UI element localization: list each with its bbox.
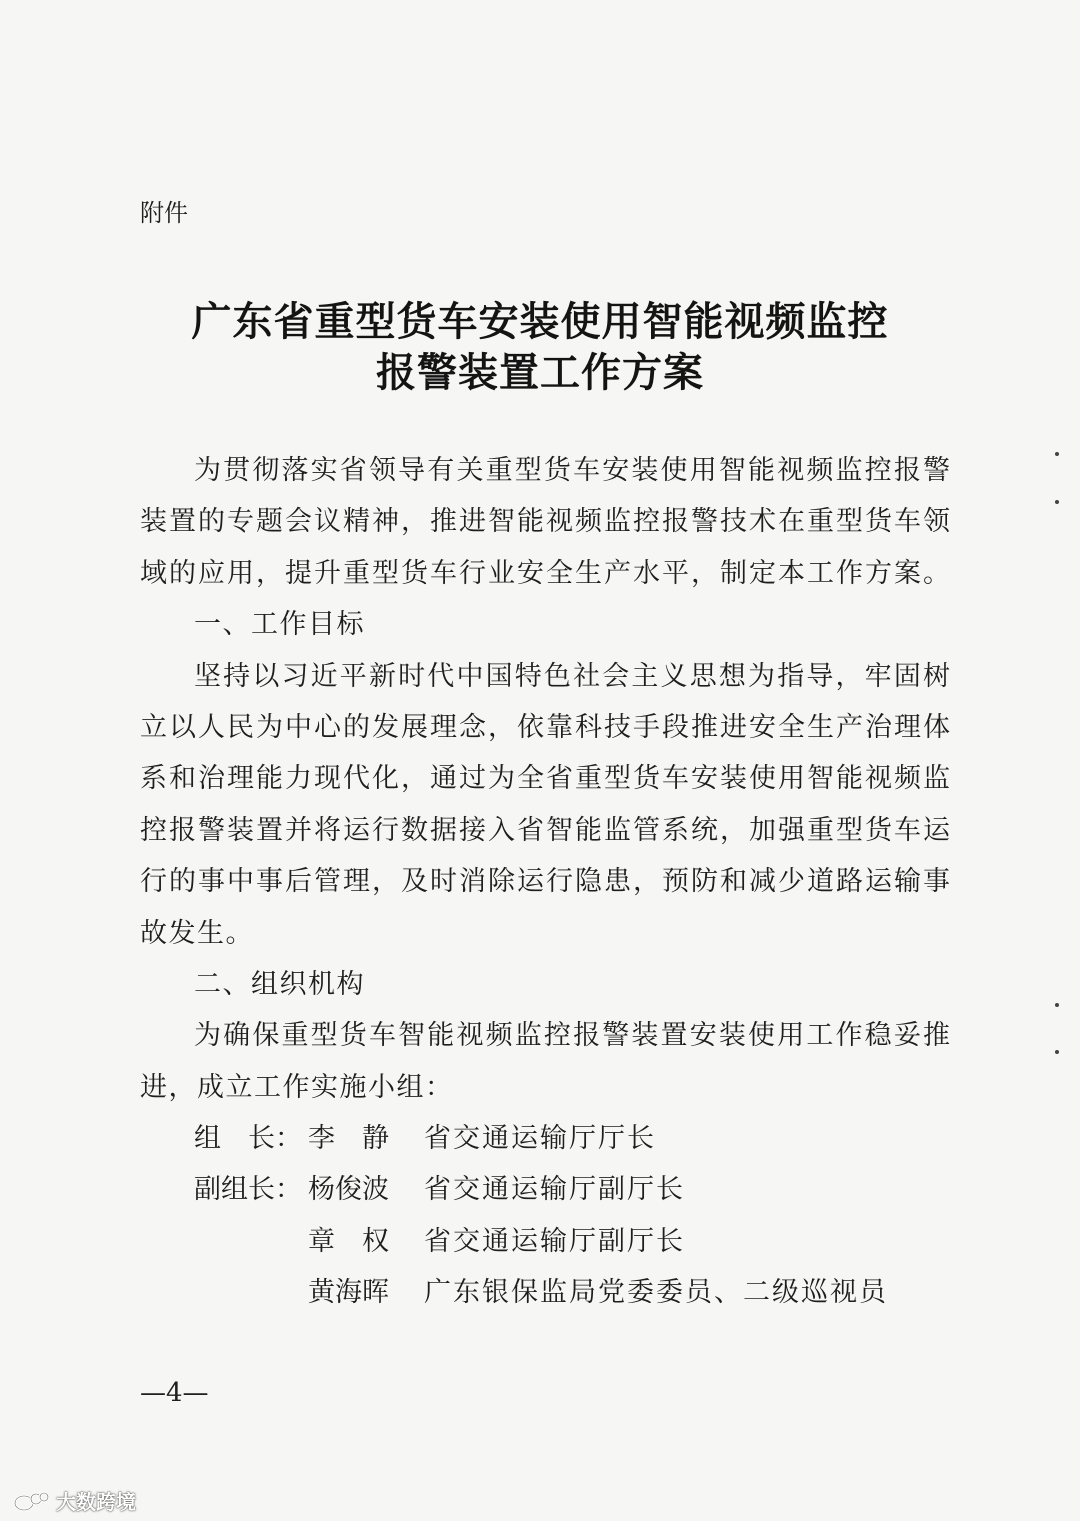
member-name: 李 静 [308, 1123, 389, 1155]
member-name: 章 权 [308, 1225, 389, 1257]
weibo-like-logo-icon [12, 1489, 50, 1513]
attachment-label: 附件 [140, 199, 188, 227]
scan-speck [1055, 1050, 1059, 1054]
section1-line: 坚持以习近平新时代中国特色社会主义思想为指导，牢固树 [194, 660, 950, 692]
member-title: 广东银保监局党委委员、二级巡视员 [424, 1277, 888, 1309]
member-title: 省交通运输厅副厅长 [424, 1225, 685, 1257]
section1-line: 控报警装置并将运行数据接入省智能监管系统，加强重型货车运 [140, 814, 950, 846]
watermark [12, 1486, 136, 1515]
section2-line: 进，成立工作实施小组： [140, 1071, 454, 1103]
member-role: 组 长： [194, 1123, 302, 1155]
section1-line: 故发生。 [140, 917, 254, 949]
watermark-text: 大数跨境 [56, 1490, 136, 1514]
intro-line: 为贯彻落实省领导有关重型货车安装使用智能视频监控报警 [194, 455, 950, 486]
member-row [140, 1164, 950, 1215]
member-row [140, 1113, 950, 1164]
member-row [140, 1267, 950, 1318]
section-heading-goals: 一、工作目标 [194, 609, 365, 641]
scan-speck [1055, 452, 1059, 456]
section1-line: 立以人民为中心的发展理念，依靠科技手段推进安全生产治理体 [140, 711, 950, 743]
member-role: 副组长： [194, 1174, 302, 1206]
member-title: 省交通运输厅厅长 [424, 1123, 656, 1155]
page-number: —4— [140, 1378, 209, 1408]
member-title: 省交通运输厅副厅长 [424, 1174, 685, 1206]
scan-speck [1055, 500, 1059, 504]
document-title-line-1: 广东省重型货车安装使用智能视频监控 [191, 298, 889, 345]
member-name: 黄海晖 [308, 1277, 389, 1309]
section1-line: 系和治理能力现代化，通过为全省重型货车安装使用智能视频监 [140, 763, 950, 795]
scan-speck [1055, 1003, 1059, 1007]
member-name: 杨俊波 [308, 1174, 389, 1206]
member-row [140, 1216, 950, 1267]
intro-line: 装置的专题会议精神，推进智能视频监控报警技术在重型货车领 [140, 506, 950, 538]
section1-line: 行的事中事后管理，及时消除运行隐患，预防和减少道路运输事 [140, 866, 950, 898]
section-heading-organization: 二、组织机构 [194, 968, 365, 1000]
document-body [140, 445, 950, 1319]
intro-line: 域的应用，提升重型货车行业安全生产水平，制定本工作方案。 [140, 557, 950, 589]
section2-line: 为确保重型货车智能视频监控报警装置安装使用工作稳妥推 [194, 1020, 950, 1052]
document-title-line-2: 报警装置工作方案 [376, 349, 704, 396]
